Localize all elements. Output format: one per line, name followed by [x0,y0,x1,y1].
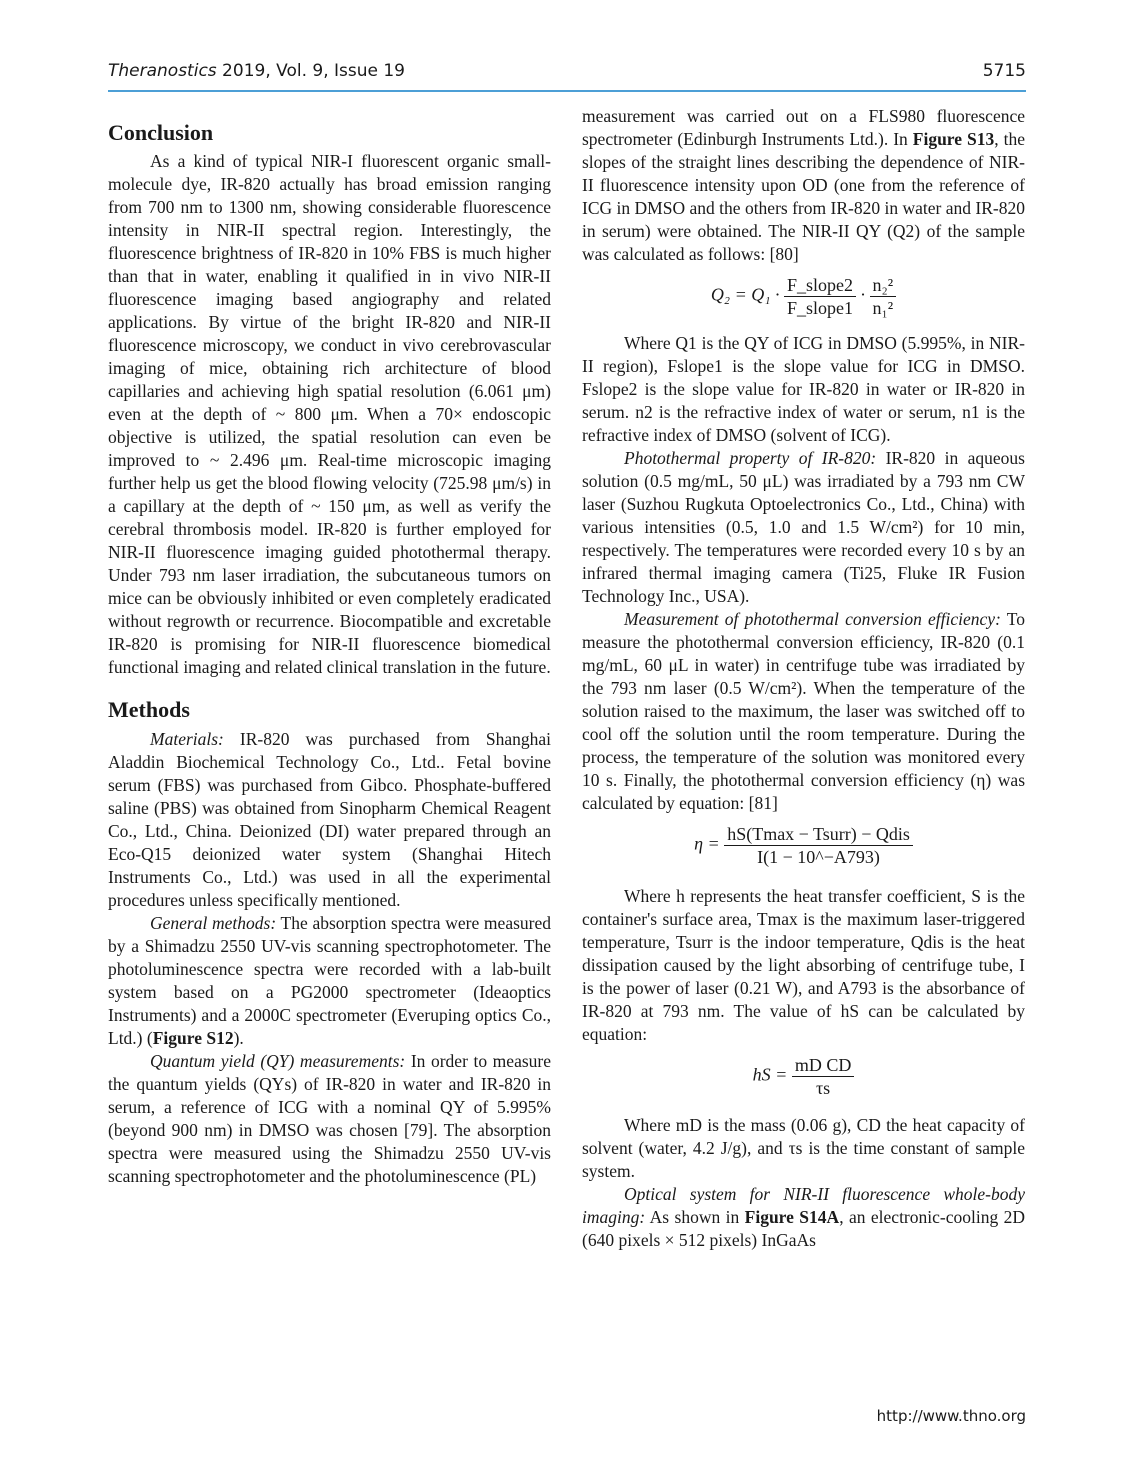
materials-label: Materials: [150,729,224,749]
photothermal-property-paragraph [582,447,1025,608]
general-methods-text: The absorption spectra were measured by a Shimadzu 2550 UV-vis scanning spectrophotometer. The photoluminescence spectra were recorded with a lab-built system based on a PG2000 spectrometer (Ideaoptics Instruments) and a 2000C spectrometer (Everuping optics Co., Ltd.) ( [108,913,551,1048]
qy-paragraph [108,1050,551,1188]
hs-variables-paragraph: Where mD is the mass (0.06 g), CD the heat capacity of solvent (water, 4.2 J/g), and τs is the time constant of sample system. [582,1115,1025,1181]
eq3-fraction [792,1054,855,1099]
eq1-lhs: Q₂ = Q₁ · [710,284,780,305]
eq1-fraction-slope [784,274,856,319]
photothermal-property-text: IR-820 in aqueous solution (0.5 mg/mL, 50 μL) was irradiated by a 793 nm CW laser (Suzhou Rugkuta Optoelectronics Co., Ltd., China) with various intensities (0.5, 1.0 and 1.5 W/cm²) for 10 min, respectively. The temperatures were recorded every 10 s by an infrared thermal imaging camera (Ti25, Fluke IR Fusion Technology Inc., USA). [582,448,1025,606]
figure-s14a-ref: Figure S14A [744,1207,840,1227]
efficiency-variables-paragraph: Where h represents the heat transfer coefficient, S is the container's surface area, Tmax is the maximum laser-triggered temperature, Tsurr is the indoor temperature, Qdis is the heat dissipation caused by the light absorbing of centrifuge tube, I is the power of laser (0.21 W), and A793 is the absorbance of IR-820 at 793 nm. The value of hS can be calculated by equation: [582,886,1025,1044]
journal-citation [108,61,405,81]
general-methods-label: General methods: [150,913,277,933]
methods-heading: Methods [108,697,190,722]
optical-system-text-b: , an electronic-cooling 2D (640 pixels × 512 pixels) InGaAs [582,1207,1026,1250]
eq2-fraction [724,823,913,868]
qy-continued-text-a: measurement was carried out on a FLS980 fluorescence spectrometer (Edinburgh Instruments Ltd.). In [582,106,1025,149]
eq2-numerator: hS(Tmax − Tsurr) − Qdis [724,823,913,846]
qy-text: In order to measure the quantum yields (QYs) of IR-820 in water and IR-820 in serum, a reference of ICG with a nominal QY of 5.995% (beyond 900 nm) in DMSO was chosen [79]. The absorption spectra were measured using the Shimadzu 2550 UV-vis scanning spectrophotometer and the photoluminescence (PL) [108,1051,551,1186]
journal-name: Theranostics [108,61,217,81]
qy-label: Quantum yield (QY) measurements: [150,1051,406,1071]
page-header [108,58,1026,88]
eq2-denominator: I(1 − 10^−A793) [757,847,880,867]
optical-system-paragraph [582,1183,1025,1252]
eq3-numerator: mD CD [792,1054,855,1077]
eq3-denominator: τs [815,1078,831,1098]
eq1-numerator-slope: F_slope2 [784,274,856,297]
header-rule [108,90,1026,92]
figure-s12-ref: Figure S12 [152,1028,234,1048]
page-number: 5715 [982,61,1026,81]
eq1-denominator-index: n₁² [872,298,894,318]
equation-hs [582,1054,1025,1106]
conversion-efficiency-text: To measure the photothermal conversion efficiency, IR-820 (0.1 mg/mL, 60 μL in water) in centrifuge tube was irradiated by the 793 nm laser (0.5 W/cm²). When the temperature of the solution raised to the maximum, the laser was switched off to cool off the solution until the room temperature. During the process, the temperature of the solution was monitored every 10 s. Finally, the photothermal conversion efficiency (η) was calculated by equation: [81] [582,609,1025,813]
eq3-lhs: hS = [752,1064,788,1085]
conversion-efficiency-paragraph [582,608,1025,815]
figure-s13-ref: Figure S13 [912,129,995,149]
eq2-lhs: η = [694,833,720,854]
eq1-fraction-index [870,274,897,319]
conclusion-heading: Conclusion [108,120,214,145]
eq1-dot: · [860,284,865,305]
journal-details: 2019, Vol. 9, Issue 19 [216,61,405,81]
eq1-denominator-slope: F_slope1 [786,298,853,318]
general-methods-paragraph [108,912,551,1050]
conversion-efficiency-label: Measurement of photothermal conversion efficiency: [624,609,1001,629]
equation-efficiency [582,823,1025,877]
qy-continued-text-b: , the slopes of the straight lines describing the dependence of NIR-II fluorescence intensity upon OD (one from the reference of ICG in DMSO and the others from IR-820 in water and IR-820 in serum) were obtained. The NIR-II QY (Q2) of the sample was calculated as follows: [80] [582,129,1025,264]
qy-continued-paragraph [582,105,1025,266]
eq1-numerator-index: n₂² [870,274,897,297]
optical-system-text-a: As shown in [645,1207,745,1227]
right-column [582,105,1025,1252]
left-column [108,103,551,1188]
general-methods-end: ). [233,1028,244,1048]
qy-variables-paragraph: Where Q1 is the QY of ICG in DMSO (5.995%, in NIR-II region), Fslope1 is the slope value for ICG in DMSO. Fslope2 is the slope value for IR-820 in water or IR-820 in serum. n2 is the refractive index of water or serum, n1 is the refractive index of DMSO (solvent of ICG). [582,333,1025,445]
photothermal-property-label: Photothermal property of IR-820: [624,448,877,468]
materials-paragraph [108,728,551,912]
conclusion-paragraph: As a kind of typical NIR-I fluorescent organic small-molecule dye, IR-820 actually has broad emission ranging from 700 nm to 1300 nm, showing considerable fluorescence intensity in NIR-II spectral region. Interestingly, the fluorescence brightness of IR-820 in 10% FBS is much higher than that in water, enabling it qualified in in vivo NIR-II fluorescence imaging based angiography and related applications. By virtue of the bright IR-820 and NIR-II fluorescence microscopy, we conduct in vivo cerebrovascular imaging of mice, obtaining rich architecture of blood capillaries and achieving high spatial resolution (6.061 μm) even at the depth of ~ 800 μm. When a 70× endoscopic objective is utilized, the spatial resolution can even be improved to ~ 2.496 μm. Real-time microscopic imaging further help us get the blood flowing velocity (725.98 μm/s) in a capillary at the depth of ~ 150 μm, as well as verify the cerebral thrombosis model. IR-820 is further employed for NIR-II fluorescence imaging guided photothermal therapy. Under 793 nm laser irradiation, the subcutaneous tumors on mice can be obviously inhibited or even completely eradicated without regrowth or recurrence. Biocompatible and excretable IR-820 is promising for NIR-II fluorescence biomedical functional imaging and related clinical translation in the future. [108,151,551,677]
optical-system-label: Optical system for NIR-II fluorescence whole-body imaging: [582,1184,1025,1227]
materials-text: IR-820 was purchased from Shanghai Aladdin Biochemical Technology Co., Ltd.. Fetal bovine serum (FBS) was purchased from Gibco. Phosphate-buffered saline (PBS) was obtained from Sinopharm Chemical Reagent Co., Ltd., China. Deionized (DI) water prepared through an Eco-Q15 deionized water system (Shanghai Hitech Instruments Co., Ltd.) was used in all the experimental procedures unless specifically mentioned. [108,729,551,910]
equation-qy [582,274,1025,324]
footer-url: http://www.thno.org [876,1407,1026,1425]
